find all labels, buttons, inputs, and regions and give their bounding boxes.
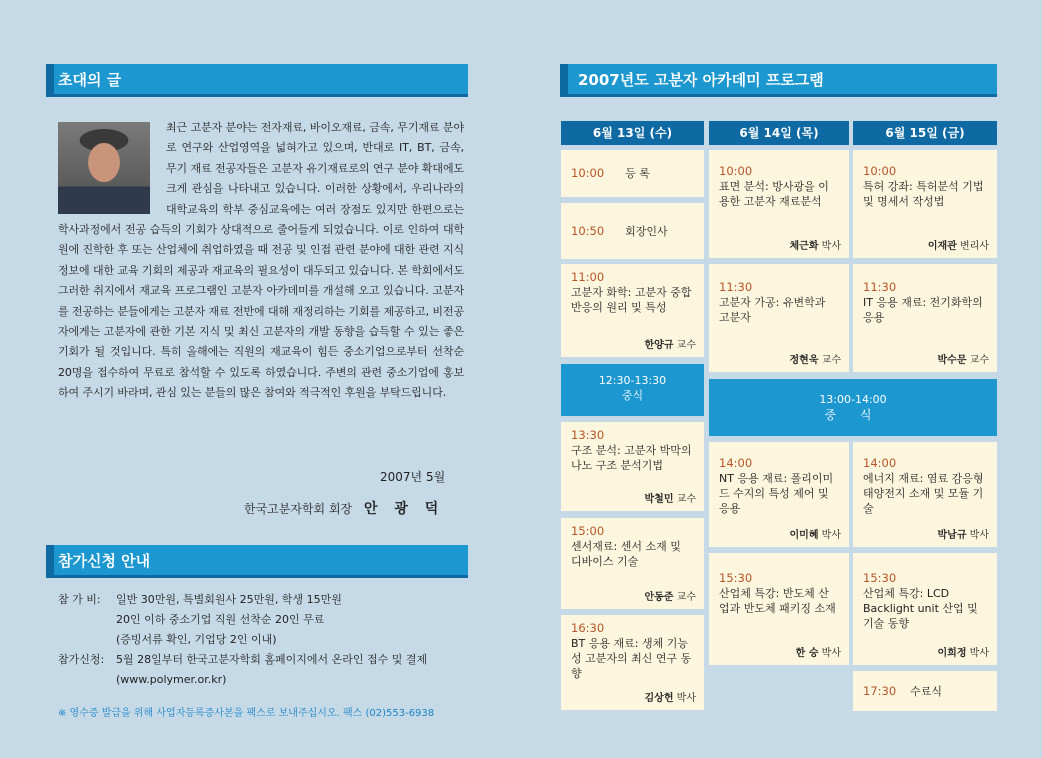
apply-label: 참가신청: <box>58 653 105 666</box>
session-title: 고분자 가공: 유변학과 고분자 <box>719 296 826 324</box>
speaker: 이재관 변리사 <box>927 241 989 252</box>
speaker: 김상헌 박사 <box>644 693 696 704</box>
session-time: 14:00 <box>863 456 897 470</box>
session-time: 11:30 <box>863 280 897 294</box>
fee-line: (증빙서류 확인, 기업당 2인 이내) <box>116 633 277 646</box>
registration-header: 참가신청 안내 <box>46 545 468 578</box>
session-card <box>561 422 704 511</box>
session-time: 15:30 <box>719 571 753 585</box>
intro-text-block <box>58 118 464 404</box>
session-card <box>853 264 997 372</box>
speaker: 이희정 박사 <box>937 648 989 659</box>
president-photo <box>58 122 150 214</box>
session-card <box>709 264 849 372</box>
speaker: 박철민 교수 <box>644 494 696 505</box>
fee-line: 일반 30만원, 특별회원사 25만원, 학생 15만원 <box>116 593 342 606</box>
website-link[interactable]: (www.polymer.or.kr) <box>116 673 227 686</box>
session-title: BT 응용 재료: 생체 기능성 고분자의 최신 연구 동향 <box>571 637 692 680</box>
session-time: 15:00 <box>571 524 605 538</box>
session-card <box>561 615 704 710</box>
speaker: 박남규 박사 <box>937 530 989 541</box>
session-card <box>709 442 849 547</box>
session-card <box>561 203 704 259</box>
session-title: 특허 강좌: 특허분석 기법 및 명세서 작성법 <box>863 180 984 208</box>
lunch-time: 13:00-14:00 <box>819 393 887 406</box>
session-time: 17:30 <box>863 684 897 698</box>
speaker: 이미혜 박사 <box>789 530 841 541</box>
session-title: 에너지 재료: 염료 감응형 태양전지 소재 및 모듈 기술 <box>863 472 984 515</box>
lunch-break-day2-3 <box>709 379 997 436</box>
signature <box>244 498 444 518</box>
session-card <box>561 518 704 609</box>
session-title: 회장인사 <box>625 225 668 238</box>
lunch-title: 중식 <box>621 389 644 402</box>
lunch-title: 중 식 <box>824 408 882 422</box>
session-card <box>853 150 997 258</box>
session-title: 수료식 <box>910 685 943 698</box>
session-time: 10:00 <box>719 164 753 178</box>
session-card <box>853 442 997 547</box>
day3-header: 6월 15일 (금) <box>853 121 997 145</box>
session-title: 산업체 특강: 반도체 산업과 반도체 패키징 소재 <box>719 587 836 615</box>
session-card <box>709 150 849 258</box>
session-title: 구조 분석: 고분자 박막의 나노 구조 분석기법 <box>571 444 692 472</box>
speaker: 정현욱 교수 <box>789 355 841 366</box>
intro-header: 초대의 글 <box>46 64 468 97</box>
speaker: 한양규 교수 <box>644 340 696 351</box>
session-title: IT 응용 재료: 전기화학의 응용 <box>863 296 983 324</box>
session-time: 10:00 <box>571 166 605 180</box>
signer-title: 한국고분자학회 회장 <box>244 502 353 516</box>
session-card <box>561 150 704 197</box>
header-accent <box>46 64 54 97</box>
session-title: 표면 분석: 방사광을 이용한 고분자 재료분석 <box>719 180 829 208</box>
session-time: 11:30 <box>719 280 753 294</box>
header-accent <box>560 64 568 97</box>
fee-label: 참 가 비: <box>58 593 101 606</box>
day1-header: 6월 13일 (수) <box>561 121 704 145</box>
session-time: 10:50 <box>571 224 605 238</box>
apply-line: 5월 28일부터 한국고분자학회 홈페이지에서 온라인 접수 및 결제 <box>116 653 428 666</box>
session-time: 13:30 <box>571 428 605 442</box>
session-time: 16:30 <box>571 621 605 635</box>
session-title: 등 록 <box>625 167 650 180</box>
session-card <box>853 553 997 665</box>
fee-line: 20인 이하 중소기업 직원 선착순 20인 무료 <box>116 613 325 626</box>
signer-name: 안 광 덕 <box>363 501 445 517</box>
session-title: 센서재료: 센서 소재 및 디바이스 기술 <box>571 540 681 568</box>
session-card <box>709 553 849 665</box>
session-time: 15:30 <box>863 571 897 585</box>
program-header: 2007년도 고분자 아카데미 프로그램 <box>560 64 997 97</box>
session-card <box>853 671 997 711</box>
session-card <box>561 264 704 357</box>
session-title: 산업체 특강: LCD Backlight unit 산업 및 기술 동향 <box>863 587 978 630</box>
speaker: 체근화 박사 <box>789 241 841 252</box>
lunch-time: 12:30-13:30 <box>598 374 667 387</box>
lunch-break-day1 <box>561 364 704 416</box>
day2-header: 6월 14일 (목) <box>709 121 849 145</box>
session-time: 14:00 <box>719 456 753 470</box>
session-time: 11:00 <box>571 270 605 284</box>
receipt-note: ※ 영수증 발급을 위해 사업자등록증사본을 팩스로 보내주십시오. 팩스 (02)553-6938 <box>58 708 435 719</box>
intro-body: 최근 고분자 분야는 전자재료, 바이오재료, 금속, 무기재료 분야로 연구와 산업영역을 넓혀가고 있으며, 반대로 IT, BT, 금속, 무기 재료 전공자들은 고분자 유기재료로의 연구 분야 확대에도 크게 관심을 나타내고 있습니다. 이러한 상황에서, 우리나라의 대학교육의 학부 중심교육에는 여러 장점도 있지만 한편으로는 학사과정에서 전공 습득의 기회가 상대적으로 줄어들게 되었습니다. 이로 인하여 대학원에 진학한 후 또는 산업체에 취업하였을 때 전공 및 인접 관련 분야에 대한 관련 지식정보에 대한 교육 기회의 제공과 재교육의 필요성이 대두되고 있습니다. 본 학회에서도 그러한 취지에서 재교육 프로그램인 고분자 아카데미를 개설해 오고 있습니다. 고분자를 전공하는 분들에게는 고분자 재료 전반에 대해 재정리하는 기회를 제공하고, 비전공자에게는 고분자에 관한 기본 지식 및 최신 고분자의 개발 동향을 습득할 수 있는 좋은 기회가 될 것입니다. 특히 올해에는 직원의 재교육이 힘든 중소기업으로부터 선착순 20명을 접수하여 무료로 참석할 수 있도록 하였습니다. 주변의 관련 중소기업에 홍보하여 주시기 바라며, 관심 있는 분들의 많은 참여와 적극적인 후원을 부탁드립니다. <box>58 121 464 400</box>
header-accent <box>46 545 54 578</box>
speaker: 한 승 박사 <box>795 648 841 659</box>
session-title: NT 응용 재료: 폴리이미드 수지의 특성 제어 및 응용 <box>719 472 834 515</box>
session-time: 10:00 <box>863 164 897 178</box>
speaker: 박수문 교수 <box>937 355 989 366</box>
speaker: 안동준 교수 <box>644 592 696 603</box>
intro-date: 2007년 5월 <box>380 470 446 484</box>
registration-info <box>58 590 427 690</box>
session-title: 고분자 화학: 고분자 중합반응의 원리 및 특성 <box>571 286 692 314</box>
